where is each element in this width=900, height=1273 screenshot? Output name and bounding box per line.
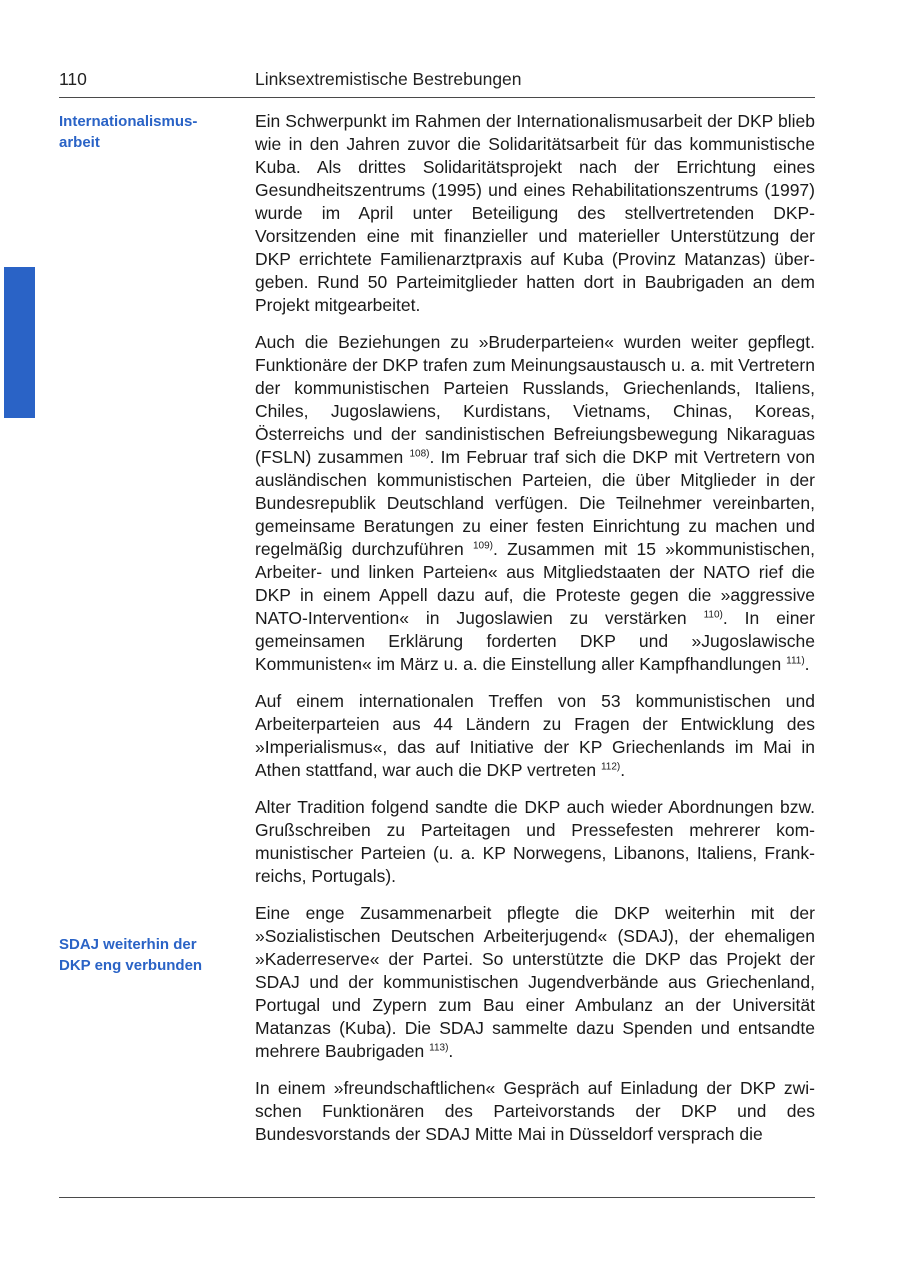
page-header xyxy=(59,67,815,98)
paragraph-text: . Im Februar traf sich die DKP mit Vertretern von ausländischen kommunistischen Parteien, die über Mitglieder in der Bundesrepublik Deutschland verfügen. Die Teilnehmer vereinbarten, gemeinsame Beratungen zu einer festen Einrichtung zu machen und regelmäßig durchzuführen xyxy=(255,447,815,559)
paragraph-text: Alter Tradition folgend sandte die DKP auch wieder Abordnungen bzw. Grußschreiben zu Parteitagen und Pressefesten mehrerer kommunistischer Parteien (u. a. KP Norwegens, Libanons, Italiens, Frankreichs, Portugals). xyxy=(255,797,815,886)
paragraph xyxy=(255,796,815,888)
running-title: Linksextremistische Bestrebungen xyxy=(255,69,522,89)
paragraph-text: . In einer gemeinsamen Erklärung forderten DKP und »Jugoslawische Kommunisten« im März u. a. die Einstellung aller Kampfhandlungen xyxy=(255,608,815,674)
footnote-ref: 110) xyxy=(703,609,723,621)
paragraph-text: . xyxy=(804,654,810,674)
footer-rule xyxy=(59,1197,815,1198)
paragraph xyxy=(255,902,815,1063)
footnote-ref: 111) xyxy=(786,655,805,667)
margin-heading-sdaj: SDAJ weiterhin der DKP eng verbunden xyxy=(59,936,203,974)
paragraph-text: Ein Schwerpunkt im Rahmen der Internationalismusarbeit der DKP blieb wie in den Jahren zuvor die Solidaritätsarbeit für das kommunistische Kuba. Als drittes Solidaritätsprojekt nach der Errichtung eines Gesundheitszentrums (1995) und eines Rehabilitationszentrums (1997) wurde im April unter Beteiligung des stellvertretenden DKP-Vorsitzenden eine mit finanzieller und materieller Unterstützung der DKP errichtete Familienarztpraxis auf Kuba (Provinz Matanzas) übergeben. Rund 50 Parteimitglieder hatten dort in Baubrigaden an dem Projekt mitgearbeitet. xyxy=(255,111,815,315)
paragraph xyxy=(255,690,815,782)
footnote-ref: 112) xyxy=(600,761,621,773)
footnote-ref: 113) xyxy=(429,1042,449,1054)
body-text xyxy=(255,110,815,1160)
paragraph-text: . Zusammen mit 15 »kommunistischen, Arbeiter- und linken Parteien« aus Mitgliedstaaten der NATO rief die DKP in einem Appell dazu auf, die Proteste gegen die »aggressive NATO-Intervention« in Jugoslawien zu verstärken xyxy=(255,539,815,628)
paragraph-text: . xyxy=(448,1041,454,1061)
page-number: 110 xyxy=(59,69,87,89)
paragraph-text: Auf einem internationalen Treffen von 53 kommunistischen und Arbeiterparteien aus 44 Ländern zu Fragen der Entwicklung des »Imperialismus«, das auf Initiative der KP Griechenlands im Mai in Athen stattfand, war auch die DKP vertreten xyxy=(255,691,815,780)
footnote-ref: 109) xyxy=(472,540,493,552)
paragraph-text: . xyxy=(620,760,626,780)
paragraph xyxy=(255,110,815,317)
paragraph xyxy=(255,331,815,676)
chapter-tab-marker xyxy=(4,267,35,418)
paragraph-text: Auch die Beziehungen zu »Bruderparteien« wurden weiter gepflegt. Funktionäre der DKP trafen zum Meinungsaustausch u. a. mit Vertretern der kommunistischen Parteien Russlands, Griechenlands, Italiens, Chiles, Jugoslawiens, Kurdistans, Vietnams, Chinas, Koreas, Österreichs und der sandinistischen Befreiungsbewegung Nikaraguas (FSLN) zusammen xyxy=(255,332,815,467)
paragraph xyxy=(255,1077,815,1146)
footnote-ref: 108) xyxy=(409,448,430,460)
paragraph-text: In einem »freundschaftlichen« Gespräch auf Einladung der DKP zwischen Funktionären des Parteivorstands der DKP und des Bundesvorstands der SDAJ Mitte Mai in Düsseldorf versprach die xyxy=(255,1078,815,1144)
paragraph-text: Eine enge Zusammenarbeit pflegte die DKP weiterhin mit der »Sozialistischen Deutschen Arbeiterjugend« (SDAJ), der ehemaligen »Kaderreserve« der Partei. So unterstützte die DKP das Projekt der SDAJ und der kommunistischen Jugendverbände aus Griechenland, Portugal und Zypern zum Bau einer Ambulanz an der Universität Matanzas (Kuba). Die SDAJ sammelte dazu Spenden und entsandte mehrere Baubrigaden xyxy=(255,903,815,1061)
margin-heading-internationalismusarbeit: Internationalismus- arbeit xyxy=(59,113,198,151)
